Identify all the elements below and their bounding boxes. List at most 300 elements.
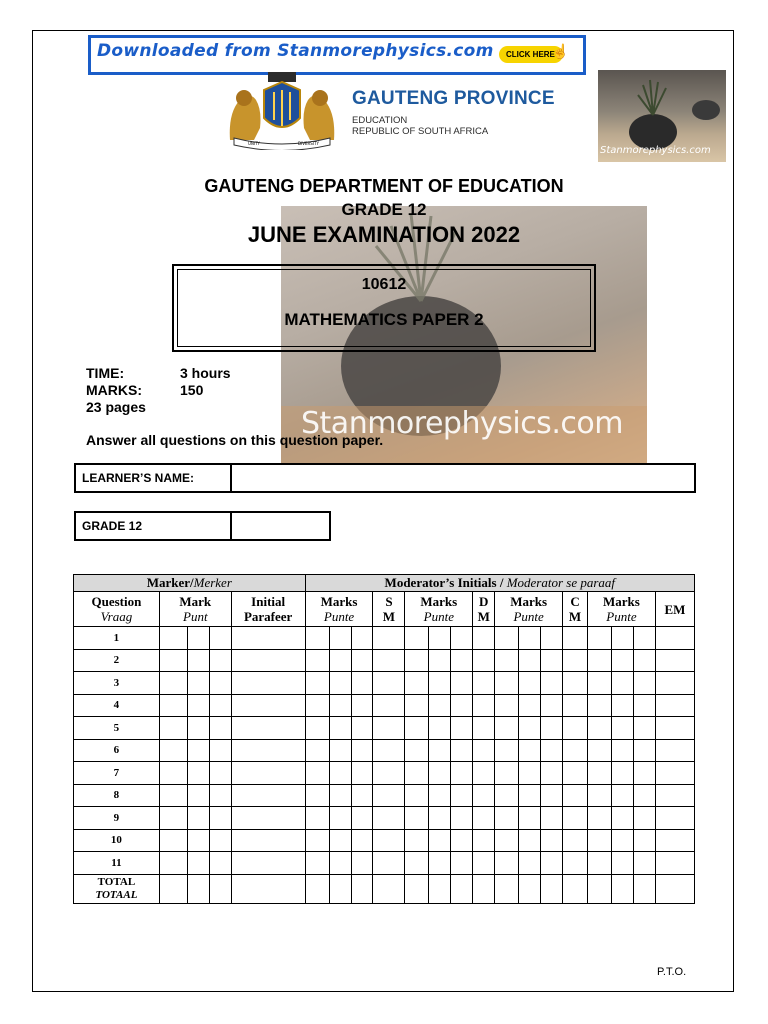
mark-entry-cell[interactable] <box>588 627 612 650</box>
mark-entry-cell[interactable] <box>329 717 351 740</box>
grade-label: GRADE 12 <box>76 513 232 539</box>
mark-entry-cell[interactable] <box>655 829 694 852</box>
mark-entry-cell[interactable] <box>519 784 541 807</box>
mark-entry-cell[interactable] <box>159 874 187 903</box>
mark-entry-cell[interactable] <box>451 649 473 672</box>
mark-entry-cell[interactable] <box>187 717 209 740</box>
mark-entry-cell[interactable] <box>429 649 451 672</box>
mark-entry-cell[interactable] <box>351 694 373 717</box>
mark-entry-cell[interactable] <box>473 649 495 672</box>
mark-entry-cell[interactable] <box>588 784 612 807</box>
mark-entry-cell[interactable] <box>495 672 519 695</box>
mark-entry-cell[interactable] <box>541 874 563 903</box>
mark-entry-cell[interactable] <box>329 694 351 717</box>
mark-entry-cell[interactable] <box>611 739 633 762</box>
mark-entry-cell[interactable] <box>655 784 694 807</box>
mark-entry-cell[interactable] <box>611 874 633 903</box>
mark-entry-cell[interactable] <box>305 762 329 785</box>
mark-entry-cell[interactable] <box>209 672 231 695</box>
mark-entry-cell[interactable] <box>159 829 187 852</box>
download-banner[interactable] <box>88 35 586 75</box>
mark-entry-cell[interactable] <box>519 874 541 903</box>
mark-entry-cell[interactable] <box>495 649 519 672</box>
mark-entry-cell[interactable] <box>329 672 351 695</box>
mark-entry-cell[interactable] <box>633 739 655 762</box>
mark-entry-cell[interactable] <box>405 784 429 807</box>
banner-text[interactable]: Downloaded from Stanmorephysics.com <box>97 41 494 61</box>
mark-entry-cell[interactable] <box>329 852 351 875</box>
mark-entry-cell[interactable] <box>451 694 473 717</box>
mark-entry-cell[interactable] <box>351 649 373 672</box>
mark-entry-cell[interactable] <box>495 852 519 875</box>
mark-entry-cell[interactable] <box>351 874 373 903</box>
mark-entry-cell[interactable] <box>351 672 373 695</box>
mark-entry-cell[interactable] <box>373 672 405 695</box>
mark-entry-cell[interactable] <box>541 739 563 762</box>
mark-entry-cell[interactable] <box>329 739 351 762</box>
mark-entry-cell[interactable] <box>563 807 588 830</box>
mark-entry-cell[interactable] <box>451 717 473 740</box>
marks-value: 150 <box>180 382 204 398</box>
mark-entry-cell[interactable] <box>429 694 451 717</box>
mark-entry-cell[interactable] <box>351 852 373 875</box>
mark-entry-cell[interactable] <box>405 649 429 672</box>
question-number-cell: 11 <box>74 852 160 875</box>
col-marks-2-text: Marks <box>420 594 458 609</box>
mark-entry-cell[interactable] <box>633 649 655 672</box>
mark-entry-cell[interactable] <box>633 807 655 830</box>
mark-entry-cell[interactable] <box>541 672 563 695</box>
mark-entry-cell[interactable] <box>351 762 373 785</box>
mark-entry-cell[interactable] <box>209 762 231 785</box>
mark-entry-cell[interactable] <box>405 627 429 650</box>
mark-entry-cell[interactable] <box>588 694 612 717</box>
mark-entry-cell[interactable] <box>187 627 209 650</box>
mark-entry-cell[interactable] <box>373 829 405 852</box>
question-number-cell: 5 <box>74 717 160 740</box>
mark-entry-cell[interactable] <box>451 852 473 875</box>
moderator-header-text: Moderator’s Initials / <box>384 575 507 590</box>
mark-entry-cell[interactable] <box>655 852 694 875</box>
mark-entry-cell[interactable] <box>231 852 305 875</box>
watermark-text: Stanmorephysics.com <box>301 406 623 441</box>
mark-entry-cell[interactable] <box>429 762 451 785</box>
col-marks-3 <box>495 592 563 627</box>
mark-entry-cell[interactable] <box>373 807 405 830</box>
mark-entry-cell[interactable] <box>473 852 495 875</box>
mark-entry-cell[interactable] <box>305 672 329 695</box>
col-marks-1 <box>305 592 373 627</box>
mark-entry-cell[interactable] <box>519 739 541 762</box>
mark-entry-cell[interactable] <box>159 672 187 695</box>
mark-entry-cell[interactable] <box>519 627 541 650</box>
mark-entry-cell[interactable] <box>429 717 451 740</box>
mark-entry-cell[interactable] <box>519 807 541 830</box>
mark-entry-cell[interactable] <box>159 694 187 717</box>
mark-entry-cell[interactable] <box>209 807 231 830</box>
marker-header <box>74 575 306 592</box>
mark-entry-cell[interactable] <box>655 807 694 830</box>
mark-entry-cell[interactable] <box>541 717 563 740</box>
mark-entry-cell[interactable] <box>633 694 655 717</box>
gauteng-crest-logo <box>220 70 344 150</box>
mark-entry-cell[interactable] <box>305 649 329 672</box>
mark-entry-cell[interactable] <box>473 874 495 903</box>
mark-entry-cell[interactable] <box>633 627 655 650</box>
mark-entry-cell[interactable] <box>473 694 495 717</box>
mark-entry-cell[interactable] <box>329 784 351 807</box>
mark-entry-cell[interactable] <box>329 649 351 672</box>
mark-entry-cell[interactable] <box>655 739 694 762</box>
mark-entry-cell[interactable] <box>495 739 519 762</box>
mark-entry-cell[interactable] <box>541 694 563 717</box>
mark-entry-cell[interactable] <box>329 829 351 852</box>
mark-entry-cell[interactable] <box>588 739 612 762</box>
mark-entry-cell[interactable] <box>231 627 305 650</box>
mark-entry-cell[interactable] <box>159 852 187 875</box>
pages-count: 23 pages <box>86 399 146 415</box>
mark-entry-cell[interactable] <box>541 762 563 785</box>
mark-entry-cell[interactable] <box>611 672 633 695</box>
mark-entry-cell[interactable] <box>209 717 231 740</box>
mark-entry-cell[interactable] <box>451 874 473 903</box>
mark-entry-cell[interactable] <box>451 739 473 762</box>
mark-entry-cell[interactable] <box>187 672 209 695</box>
col-initial-text: Initial <box>251 594 286 609</box>
mark-entry-cell[interactable] <box>541 627 563 650</box>
mark-entry-cell[interactable] <box>351 829 373 852</box>
learner-name-label: LEARNER’S NAME: <box>76 465 232 491</box>
mark-entry-cell[interactable] <box>405 762 429 785</box>
mark-entry-cell[interactable] <box>451 807 473 830</box>
mark-entry-cell[interactable] <box>541 852 563 875</box>
mark-entry-cell[interactable] <box>451 627 473 650</box>
mark-entry-cell[interactable] <box>473 784 495 807</box>
mark-entry-cell[interactable] <box>305 852 329 875</box>
mark-entry-cell[interactable] <box>541 829 563 852</box>
mark-entry-cell[interactable] <box>563 649 588 672</box>
mark-entry-cell[interactable] <box>633 717 655 740</box>
mark-entry-cell[interactable] <box>209 829 231 852</box>
mark-entry-cell[interactable] <box>588 874 612 903</box>
mark-entry-cell[interactable] <box>519 829 541 852</box>
question-row <box>74 762 695 785</box>
mark-entry-cell[interactable] <box>473 739 495 762</box>
mark-entry-cell[interactable] <box>209 627 231 650</box>
mark-entry-cell[interactable] <box>563 672 588 695</box>
mark-entry-cell[interactable] <box>473 807 495 830</box>
mark-entry-cell[interactable] <box>611 807 633 830</box>
mark-entry-cell[interactable] <box>655 717 694 740</box>
mark-entry-cell[interactable] <box>633 829 655 852</box>
mark-entry-cell[interactable] <box>563 784 588 807</box>
mark-entry-cell[interactable] <box>473 717 495 740</box>
question-row <box>74 852 695 875</box>
paper-code-box <box>172 264 596 352</box>
mark-entry-cell[interactable] <box>231 672 305 695</box>
col-question-italic: Vraag <box>100 609 133 624</box>
mark-entry-cell[interactable] <box>209 874 231 903</box>
mark-entry-cell[interactable] <box>187 739 209 762</box>
mark-entry-cell[interactable] <box>495 807 519 830</box>
motto-right: DIVERSITY <box>298 141 319 146</box>
mark-entry-cell[interactable] <box>373 649 405 672</box>
col-question-text: Question <box>91 594 142 609</box>
mark-entry-cell[interactable] <box>405 829 429 852</box>
learner-name-field[interactable] <box>74 463 696 493</box>
mark-entry-cell[interactable] <box>351 807 373 830</box>
marker-header-italic: Merker <box>193 575 232 590</box>
mark-entry-cell[interactable] <box>495 784 519 807</box>
mark-entry-cell[interactable] <box>588 649 612 672</box>
col-marks-2-italic: Punte <box>423 609 454 624</box>
grade-field[interactable] <box>74 511 331 541</box>
mark-entry-cell[interactable] <box>519 694 541 717</box>
mark-entry-cell[interactable] <box>405 739 429 762</box>
mark-entry-cell[interactable] <box>429 672 451 695</box>
col-sm-text-2: M <box>382 609 396 624</box>
mark-entry-cell[interactable] <box>187 852 209 875</box>
mark-entry-cell[interactable] <box>473 762 495 785</box>
mark-entry-cell[interactable] <box>231 874 305 903</box>
moderator-header <box>305 575 694 592</box>
mark-entry-cell[interactable] <box>373 694 405 717</box>
mark-entry-cell[interactable] <box>429 807 451 830</box>
mark-entry-cell[interactable] <box>405 694 429 717</box>
mark-entry-cell[interactable] <box>563 717 588 740</box>
mark-entry-cell[interactable] <box>405 874 429 903</box>
marker-header-text: Marker/ <box>146 575 194 590</box>
mark-entry-cell[interactable] <box>588 672 612 695</box>
mark-entry-cell[interactable] <box>451 784 473 807</box>
mark-entry-cell[interactable] <box>519 762 541 785</box>
mark-entry-cell[interactable] <box>429 829 451 852</box>
mark-entry-cell[interactable] <box>495 694 519 717</box>
click-here-button[interactable] <box>499 43 569 63</box>
time-value: 3 hours <box>180 365 231 381</box>
col-marks-4 <box>588 592 656 627</box>
mark-entry-cell[interactable] <box>373 874 405 903</box>
exam-heading: JUNE EXAMINATION 2022 <box>247 222 521 247</box>
mark-entry-cell[interactable] <box>633 784 655 807</box>
col-cm-text-2: M <box>568 609 582 624</box>
question-number-cell: 4 <box>74 694 160 717</box>
mark-entry-cell[interactable] <box>305 739 329 762</box>
col-marks-3-italic: Punte <box>513 609 544 624</box>
mark-entry-cell[interactable] <box>429 627 451 650</box>
mark-entry-cell[interactable] <box>351 627 373 650</box>
hand-pointer-icon: ☝ <box>551 43 569 59</box>
mark-entry-cell[interactable] <box>563 627 588 650</box>
col-dm-text-2: M <box>477 609 490 624</box>
mark-entry-cell[interactable] <box>633 672 655 695</box>
mark-entry-cell[interactable] <box>231 784 305 807</box>
mark-entry-cell[interactable] <box>633 874 655 903</box>
mark-entry-cell[interactable] <box>541 649 563 672</box>
mark-entry-cell[interactable] <box>305 784 329 807</box>
mark-entry-cell[interactable] <box>495 627 519 650</box>
mark-entry-cell[interactable] <box>187 874 209 903</box>
col-initial-text-2: Parafeer <box>243 609 293 624</box>
mark-entry-cell[interactable] <box>429 739 451 762</box>
mark-entry-cell[interactable] <box>563 874 588 903</box>
question-number-cell <box>74 874 160 903</box>
mark-entry-cell[interactable] <box>519 672 541 695</box>
mark-entry-cell[interactable] <box>187 694 209 717</box>
mark-entry-cell[interactable] <box>633 852 655 875</box>
mark-entry-cell[interactable] <box>451 829 473 852</box>
mark-entry-cell[interactable] <box>209 852 231 875</box>
thumbnail-watermark: Stanmorephysics.com <box>600 145 711 156</box>
question-row <box>74 829 695 852</box>
mark-entry-cell[interactable] <box>495 717 519 740</box>
mark-entry-cell[interactable] <box>231 829 305 852</box>
total-row <box>74 874 695 903</box>
mark-entry-cell[interactable] <box>329 807 351 830</box>
mark-entry-cell[interactable] <box>187 807 209 830</box>
mark-entry-cell[interactable] <box>329 762 351 785</box>
province-title: GAUTENG PROVINCE <box>352 88 555 109</box>
mark-entry-cell[interactable] <box>187 762 209 785</box>
mark-entry-cell[interactable] <box>373 852 405 875</box>
mark-entry-cell[interactable] <box>187 784 209 807</box>
mark-entry-cell[interactable] <box>541 807 563 830</box>
mark-entry-cell[interactable] <box>305 717 329 740</box>
mark-entry-cell[interactable] <box>305 694 329 717</box>
col-marks-1-italic: Punte <box>323 609 355 624</box>
mark-entry-cell[interactable] <box>655 649 694 672</box>
mark-entry-cell[interactable] <box>563 762 588 785</box>
mark-entry-cell[interactable] <box>209 739 231 762</box>
mark-entry-cell[interactable] <box>373 627 405 650</box>
mark-entry-cell[interactable] <box>519 649 541 672</box>
mark-entry-cell[interactable] <box>305 627 329 650</box>
mark-entry-cell[interactable] <box>495 874 519 903</box>
mark-entry-cell[interactable] <box>209 784 231 807</box>
mark-entry-cell[interactable] <box>563 739 588 762</box>
mark-entry-cell[interactable] <box>429 874 451 903</box>
mark-entry-cell[interactable] <box>405 672 429 695</box>
grade-heading: GRADE 12 <box>341 200 427 219</box>
mark-entry-cell[interactable] <box>611 717 633 740</box>
mark-entry-cell[interactable] <box>209 694 231 717</box>
question-row <box>74 784 695 807</box>
col-sm-text: S <box>385 594 393 609</box>
col-marks-1-text: Marks <box>320 594 358 609</box>
mark-entry-cell[interactable] <box>588 852 612 875</box>
mark-entry-cell[interactable] <box>588 717 612 740</box>
mark-entry-cell[interactable] <box>159 627 187 650</box>
mark-entry-cell[interactable] <box>611 762 633 785</box>
mark-entry-cell[interactable] <box>231 762 305 785</box>
mark-entry-cell[interactable] <box>473 829 495 852</box>
mark-entry-cell[interactable] <box>473 627 495 650</box>
mark-entry-cell[interactable] <box>429 784 451 807</box>
mark-entry-cell[interactable] <box>588 762 612 785</box>
col-marks-4-text: Marks <box>603 594 640 609</box>
mark-entry-cell[interactable] <box>495 829 519 852</box>
mark-entry-cell[interactable] <box>611 649 633 672</box>
mark-entry-cell[interactable] <box>611 627 633 650</box>
mark-entry-cell[interactable] <box>473 672 495 695</box>
mark-entry-cell[interactable] <box>429 852 451 875</box>
mark-entry-cell[interactable] <box>655 874 694 903</box>
mark-entry-cell[interactable] <box>563 829 588 852</box>
mark-entry-cell[interactable] <box>187 829 209 852</box>
mark-entry-cell[interactable] <box>373 762 405 785</box>
paper-code: 10612 <box>361 276 407 293</box>
mark-entry-cell[interactable] <box>159 762 187 785</box>
mark-entry-cell[interactable] <box>329 874 351 903</box>
mark-entry-cell[interactable] <box>451 762 473 785</box>
mark-entry-cell[interactable] <box>187 649 209 672</box>
mark-entry-cell[interactable] <box>329 627 351 650</box>
mark-entry-cell[interactable] <box>159 717 187 740</box>
mark-entry-cell[interactable] <box>611 694 633 717</box>
mark-entry-cell[interactable] <box>405 852 429 875</box>
mark-entry-cell[interactable] <box>305 874 329 903</box>
mark-entry-cell[interactable] <box>159 739 187 762</box>
mark-entry-cell[interactable] <box>633 762 655 785</box>
mark-entry-cell[interactable] <box>351 784 373 807</box>
mark-entry-cell[interactable] <box>495 762 519 785</box>
question-row <box>74 717 695 740</box>
mark-entry-cell[interactable] <box>373 784 405 807</box>
mark-entry-cell[interactable] <box>231 807 305 830</box>
mark-entry-cell[interactable] <box>209 649 231 672</box>
mark-entry-cell[interactable] <box>451 672 473 695</box>
mark-entry-cell[interactable] <box>159 784 187 807</box>
mark-entry-cell[interactable] <box>159 807 187 830</box>
mark-entry-cell[interactable] <box>611 829 633 852</box>
mark-entry-cell[interactable] <box>305 829 329 852</box>
promo-thumbnail[interactable] <box>598 70 726 162</box>
col-em: EM <box>655 592 694 627</box>
mark-entry-cell[interactable] <box>373 739 405 762</box>
mark-entry-cell[interactable] <box>588 807 612 830</box>
mark-entry-cell[interactable] <box>231 649 305 672</box>
mark-entry-cell[interactable] <box>231 717 305 740</box>
mark-entry-cell[interactable] <box>231 739 305 762</box>
mark-entry-cell[interactable] <box>405 717 429 740</box>
mark-entry-cell[interactable] <box>231 694 305 717</box>
mark-entry-cell[interactable] <box>373 717 405 740</box>
mark-entry-cell[interactable] <box>351 717 373 740</box>
mark-entry-cell[interactable] <box>588 829 612 852</box>
mark-entry-cell[interactable] <box>611 784 633 807</box>
mark-entry-cell[interactable] <box>519 852 541 875</box>
mark-entry-cell[interactable] <box>563 852 588 875</box>
question-row <box>74 627 695 650</box>
mark-entry-cell[interactable] <box>541 784 563 807</box>
mark-entry-cell[interactable] <box>655 672 694 695</box>
marks-table <box>73 574 695 904</box>
mark-entry-cell[interactable] <box>351 739 373 762</box>
mark-entry-cell[interactable] <box>655 762 694 785</box>
col-cm-text: C <box>570 594 580 609</box>
mark-entry-cell[interactable] <box>519 717 541 740</box>
mark-entry-cell[interactable] <box>655 694 694 717</box>
mark-entry-cell[interactable] <box>611 852 633 875</box>
mark-entry-cell[interactable] <box>655 627 694 650</box>
department-heading: GAUTENG DEPARTMENT OF EDUCATION <box>204 176 564 196</box>
mark-entry-cell[interactable] <box>405 807 429 830</box>
total-label: TOTAL <box>97 875 136 888</box>
mark-entry-cell[interactable] <box>159 649 187 672</box>
mark-entry-cell[interactable] <box>305 807 329 830</box>
time-label: TIME: <box>86 365 125 381</box>
mark-entry-cell[interactable] <box>563 694 588 717</box>
